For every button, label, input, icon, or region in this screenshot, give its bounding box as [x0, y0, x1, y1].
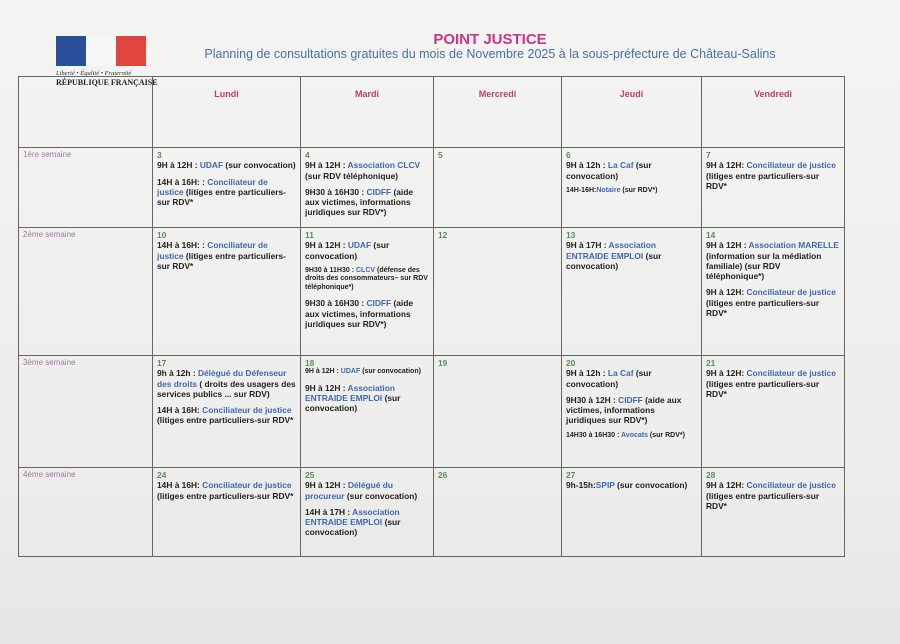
entry-note: (sur RDV*) — [647, 431, 685, 439]
entry-time: 9H à 17H : — [566, 240, 609, 251]
corner-cell — [19, 77, 158, 148]
day-cell-mercredi — [434, 148, 562, 228]
entry-note: (sur convocation) — [566, 368, 652, 389]
day-number: 19 — [438, 358, 448, 368]
entry-organisation: Conciliateur de justice — [746, 368, 836, 379]
day-cell-lundi — [153, 228, 301, 356]
consultation-entry — [566, 432, 697, 441]
entry-time: 9h-15h: — [566, 480, 596, 491]
entry-organisation: Association ENTRAIDE EMPLOI — [305, 506, 400, 527]
entry-time: 9H30 à 11H30 : — [305, 266, 356, 274]
entry-organisation: Association CLCV — [347, 160, 421, 171]
entry-organisation: UDAF — [347, 240, 372, 251]
entry-note: (sur convocation) — [614, 480, 688, 491]
entry-note: ( droits des usagers des services publics ... sur RDV) — [157, 378, 296, 399]
entry-note: (litiges entre particuliers-sur RDV* — [157, 186, 286, 207]
entry-organisation: Conciliateur de justice — [746, 287, 836, 298]
consultation-entry — [157, 368, 296, 399]
entry-time: 9H à 12H : — [305, 368, 341, 376]
entry-note: (sur RDV*) — [620, 186, 658, 194]
week-row — [19, 468, 845, 557]
consultation-entry — [566, 480, 697, 490]
entry-organisation: CIDFF — [366, 298, 392, 309]
entry-organisation: CIDFF — [366, 186, 392, 197]
day-number: 6 — [566, 150, 571, 160]
consultation-entry — [566, 240, 697, 271]
schedule-table — [18, 76, 845, 557]
day-number: 4 — [305, 150, 310, 160]
consultation-entry — [566, 187, 697, 196]
entry-note: (aide aux victimes, informations juridiques sur RDV*) — [305, 298, 413, 329]
entry-time: 9H à 12H : — [305, 160, 348, 171]
entry-time: 14H à 16H: : — [157, 240, 208, 251]
consultation-entry — [566, 160, 697, 181]
consultation-entry — [706, 240, 840, 281]
week-row — [19, 356, 845, 468]
entry-time: 14H à 16H: — [157, 405, 203, 415]
entry-organisation: Conciliateur de justice — [746, 480, 836, 491]
entry-organisation: Avocats — [621, 431, 648, 439]
week-label: 1ère semaine — [19, 148, 153, 228]
entry-note: (litiges entre particuliers-sur RDV* — [706, 297, 820, 318]
day-number: 17 — [157, 358, 167, 368]
day-number: 27 — [566, 470, 576, 480]
day-number: 10 — [157, 230, 167, 240]
day-cell-mardi — [301, 356, 434, 468]
day-number: 11 — [305, 230, 314, 240]
entry-time: 9h à 12h : — [157, 368, 198, 379]
day-cell-mercredi — [434, 228, 562, 356]
entry-time: 14H à 16H: : — [157, 176, 208, 187]
consultation-entry — [305, 368, 429, 377]
day-cell-mardi — [301, 468, 434, 557]
day-cell-vendredi — [702, 228, 845, 356]
entry-time: 14H à 16H: — [157, 480, 203, 491]
page-subtitle: Planning de consultations gratuites du mois de Novembre 2025 à la sous-préfecture de Château-Salins — [204, 47, 776, 61]
entry-note: (litiges entre particuliers-sur RDV* — [706, 490, 820, 511]
day-cell-mercredi — [434, 468, 562, 557]
day-header-jeudi: Jeudi — [562, 77, 702, 148]
day-cell-jeudi — [562, 228, 702, 356]
entry-time: 9H30 à 16H30 : — [305, 298, 367, 309]
week-row — [19, 148, 845, 228]
entry-organisation: Association ENTRAIDE EMPLOI — [305, 382, 395, 404]
entry-time: 9H à 12H: — [706, 480, 747, 491]
entry-note: (information sur la médiation familiale) (sur RDV téléphonique*) — [706, 250, 822, 281]
day-header-lundi: Lundi — [153, 77, 301, 148]
day-cell-vendredi — [702, 148, 845, 228]
day-cell-mercredi — [434, 356, 562, 468]
entry-note: (aide aux victimes, informations juridiques sur RDV*) — [566, 394, 682, 426]
day-number: 12 — [438, 230, 448, 240]
entry-time: 9H à 12H : — [305, 382, 348, 393]
week-label: 3ème semaine — [19, 356, 153, 468]
consultation-entry — [305, 187, 429, 218]
entry-note: (aide aux victimes, informations juridiques sur RDV*) — [305, 186, 413, 218]
entry-organisation: Notaire — [596, 186, 621, 194]
entry-organisation: Conciliateur de justice — [746, 160, 836, 171]
entry-organisation: Conciliateur de justice — [202, 405, 292, 415]
marianne-flag-icon — [56, 36, 146, 66]
entry-time: 9H à 12H : — [305, 480, 348, 491]
entry-time: 9H30 à 12H : — [566, 394, 619, 405]
entry-note: (litiges entre particuliers-sur RDV* — [157, 490, 294, 501]
entry-time: 9H à 12H: — [706, 287, 747, 298]
entry-organisation: Délégué du Défenseur des droits — [157, 368, 287, 389]
entry-organisation: La Caf — [607, 160, 634, 171]
entry-organisation: CLCV — [355, 266, 376, 274]
entry-organisation: UDAF — [340, 368, 361, 376]
consultation-entry — [566, 395, 697, 426]
entry-time: 9H30 à 16H30 : — [305, 186, 367, 197]
entry-time: 14H-16H: — [566, 186, 597, 194]
day-cell-jeudi — [562, 148, 702, 228]
entry-organisation: Conciliateur de justice — [202, 480, 292, 491]
entry-organisation: UDAF — [199, 160, 224, 171]
day-number: 26 — [438, 470, 448, 480]
entry-time: 9H à 12H: — [706, 368, 747, 379]
entry-organisation: Délégué du procureur — [305, 480, 393, 501]
consultation-entry — [157, 480, 296, 501]
day-cell-mardi — [301, 148, 434, 228]
week-row — [19, 228, 845, 356]
entry-time: 9H à 12H : — [305, 240, 348, 251]
entry-note: (sur convocation) — [223, 160, 296, 171]
day-cell-jeudi — [562, 356, 702, 468]
entry-time: 9H à 12h : — [566, 368, 608, 379]
day-cell-jeudi — [562, 468, 702, 557]
day-header-mercredi: Mercredi — [434, 77, 562, 148]
day-header-mardi: Mardi — [301, 77, 434, 148]
consultation-entry — [305, 507, 429, 538]
entry-note: (défense des droits des consommateurs– sur RDV téléphonique*) — [305, 266, 428, 291]
day-cell-vendredi — [702, 468, 845, 557]
consultation-entry — [305, 383, 429, 414]
entry-note: (litiges entre particuliers-sur RDV* — [157, 250, 286, 271]
day-number: 5 — [438, 150, 443, 160]
entry-organisation: CIDFF — [618, 394, 643, 405]
day-header-vendredi: Vendredi — [702, 77, 845, 148]
day-cell-mardi — [301, 228, 434, 356]
entry-note: (sur convocation) — [344, 490, 418, 501]
day-number: 7 — [706, 150, 711, 160]
consultation-entry — [305, 298, 429, 329]
consultation-entry — [157, 177, 296, 208]
consultation-entry — [706, 160, 840, 191]
entry-time: 14H30 à 16H30 : — [566, 431, 621, 439]
page-title: POINT JUSTICE — [433, 31, 547, 48]
consultation-entry — [566, 368, 697, 389]
entry-note: (litiges entre particuliers-sur RDV* — [706, 170, 820, 191]
consultation-entry — [305, 267, 429, 293]
consultation-entry — [305, 240, 429, 261]
day-cell-lundi — [153, 356, 301, 468]
entry-note: (sur RDV téléphonique) — [305, 170, 399, 181]
day-cell-lundi — [153, 148, 301, 228]
entry-note: (litiges entre particuliers-sur RDV* — [157, 415, 294, 426]
entry-organisation: Conciliateur de justice — [157, 176, 268, 197]
entry-note: (sur convocation) — [305, 517, 401, 538]
consultation-entry — [706, 480, 840, 511]
day-number: 25 — [305, 470, 315, 480]
day-number: 18 — [305, 358, 315, 368]
day-number: 24 — [157, 470, 167, 480]
consultation-entry — [157, 160, 296, 170]
consultation-entry — [157, 405, 296, 426]
republic-name: RÉPUBLIQUE FRANÇAISE — [56, 78, 158, 87]
entry-time: 9H à 12H : — [157, 160, 200, 171]
entry-organisation: SPIP — [595, 480, 615, 491]
entry-organisation: La Caf — [607, 368, 634, 379]
entry-time: 9H à 12H: — [706, 160, 747, 171]
day-number: 14 — [706, 230, 716, 240]
consultation-entry — [305, 160, 429, 181]
day-number: 3 — [157, 150, 162, 160]
entry-time: 14H à 17H : — [305, 506, 353, 517]
day-number: 20 — [566, 358, 576, 368]
week-label: 2ème semaine — [19, 228, 153, 356]
entry-time: 9H à 12H : — [706, 240, 749, 251]
motto: Liberté • Égalité • Fraternité — [56, 70, 132, 77]
entry-organisation: Association ENTRAIDE EMPLOI — [566, 240, 656, 261]
entry-note: (sur convocation) — [566, 250, 662, 271]
consultation-entry — [706, 287, 840, 318]
day-number: 13 — [566, 230, 576, 240]
entry-organisation: Association MARELLE — [748, 240, 839, 251]
entry-note: (sur convocation) — [566, 160, 652, 181]
day-number: 21 — [706, 358, 716, 368]
consultation-entry — [157, 240, 296, 271]
entry-note: (sur convocation) — [305, 240, 390, 261]
week-label: 4ème semaine — [19, 468, 153, 557]
entry-time: 9H à 12h : — [566, 160, 608, 171]
consultation-entry — [706, 368, 840, 399]
consultation-entry — [305, 480, 429, 501]
day-cell-lundi — [153, 468, 301, 557]
day-number: 28 — [706, 470, 716, 480]
entry-note: (sur convocation) — [360, 368, 421, 376]
entry-organisation: Conciliateur de justice — [157, 240, 268, 261]
day-cell-vendredi — [702, 356, 845, 468]
entry-note: (litiges entre particuliers-sur RDV* — [706, 378, 820, 399]
header-row — [19, 77, 845, 148]
entry-note: (sur convocation) — [305, 393, 401, 414]
